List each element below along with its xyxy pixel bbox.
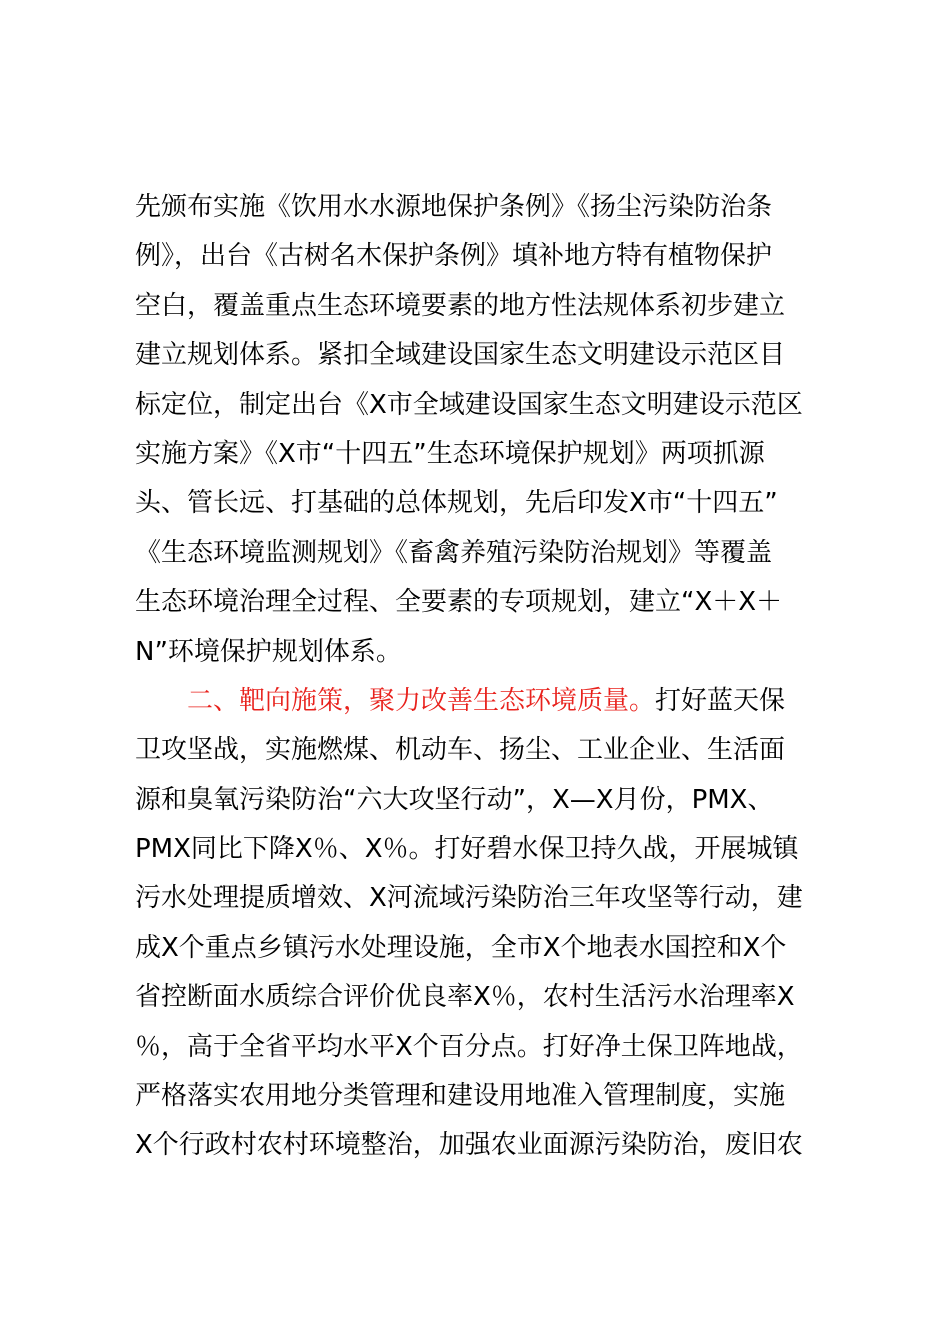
text-line: 成X个重点乡镇污水处理设施，全市X个地表水国控和X个 [135, 932, 787, 963]
text-line: 实施方案》《X市“十四五”生态环境保护规划》两项抓源 [135, 438, 765, 469]
paragraph-2 [135, 677, 865, 1171]
text-line: 生态环境治理全过程、全要素的专项规划，建立“X＋X＋ [135, 587, 783, 618]
text-line: ％，高于全省平均水平X个百分点。打好净土保卫阵地战， [135, 1031, 803, 1062]
text-line: 卫攻坚战，实施燃煤、机动车、扬尘、工业企业、生活面 [135, 735, 786, 766]
paragraph-1 [135, 183, 865, 677]
text-line: 省控断面水质综合评价优良率X％，农村生活污水治理率X [135, 982, 795, 1013]
text-line: PMX同比下降X％、X％。打好碧水保卫持久战，开展城镇 [135, 834, 799, 865]
section-heading: 二、靶向施策，聚力改善生态环境质量。 [187, 685, 656, 716]
text-line: 严格落实农用地分类管理和建设用地准入管理制度，实施 [135, 1081, 786, 1112]
text-line: X个行政村农村环境整治，加强农业面源污染防治，废旧农 [135, 1130, 803, 1161]
text-line: 空白，覆盖重点生态环境要素的地方性法规体系初步建立 [135, 290, 786, 321]
text-line: 源和臭氧污染防治“六大攻坚行动”，X—X月份，PMX、 [135, 784, 774, 815]
text-line: 建立规划体系。紧扣全域建设国家生态文明建设示范区目 [135, 340, 786, 371]
text-line: 污水处理提质增效、X河流域污染防治三年攻坚等行动，建 [135, 883, 803, 914]
text-line: 《生态环境监测规划》《畜禽养殖污染防治规划》等覆盖 [135, 537, 773, 568]
paragraph-2-lead-text: 打好蓝天保 [655, 685, 786, 716]
text-line: 先颁布实施《饮用水水源地保护条例》《扬尘污染防治条 [135, 192, 773, 222]
paragraph-2-first-line [135, 677, 865, 726]
document-body [135, 183, 865, 1171]
text-line: N”环境保护规划体系。 [135, 636, 402, 667]
text-line: 头、管长远、打基础的总体规划，先后印发X市“十四五” [135, 488, 778, 519]
text-line: 例》，出台《古树名木保护条例》填补地方特有植物保护 [135, 241, 773, 272]
text-line: 标定位，制定出台《X市全域建设国家生态文明建设示范区 [135, 389, 803, 420]
